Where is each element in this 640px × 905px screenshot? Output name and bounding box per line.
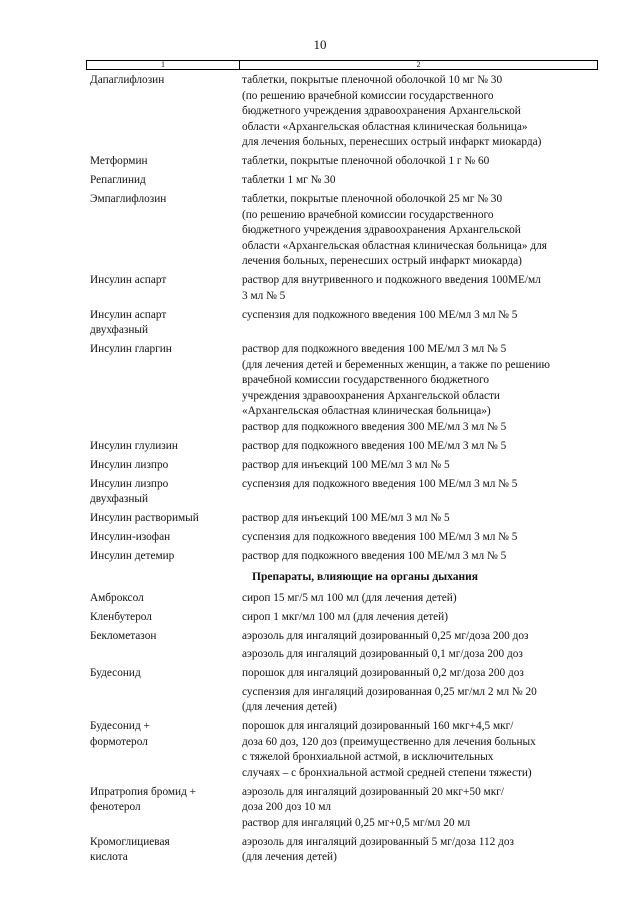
dosage-form-text: раствор для подкожного введения 100 МЕ/мл 3 мл № 5 (для лечения детей и беременных женщин, а также по решению врачебной комиссии государственного бюджетного учреждения здравоохранения Архангельской области «Архангельская областная клиническая больница») раствор для подкожного введения 300 МЕ/мл 3 мл № 5 [242,343,550,433]
drug-form-description [242,719,600,781]
drug-form-description [242,666,600,716]
dosage-form-text: аэрозоль для ингаляций дозированный 0,1 мг/доза 200 доз [242,648,523,660]
table-row [90,173,600,189]
table-row [90,477,600,508]
section-title: Препараты, влияющие на органы дыхания [252,570,478,583]
drug-name: Будесонид [90,667,141,679]
dosage-form-text: порошок для ингаляций дозированный 160 мкг+4,5 мкг/ доза 60 доз, 120 доз (преимущественно для лечения больных с тяжелой бронхиальной астмой, в исключительных случаях – с бронхиальной астмой средней степени тяжести) [242,720,536,779]
table-header [86,60,598,70]
drug-name: Инсулин-изофан [90,531,171,543]
drug-form-description [242,273,600,304]
drug-form-description [242,835,600,866]
page-number: 10 [313,37,327,52]
table-row [90,591,600,607]
table-row [90,308,600,339]
dosage-form-text: аэрозоль для ингаляций дозированный 20 мкг+50 мкг/ доза 200 доз 10 мл раствор для ингаляций 0,25 мг+0,5 мг/мл 20 мл [242,785,504,829]
dosage-form-text: раствор для подкожного введения 100 МЕ/мл 3 мл № 5 [242,550,507,562]
drug-name: Дапаглифлозин [90,74,165,86]
table-row [90,666,600,716]
table-row [90,342,600,435]
dosage-form-text: сироп 15 мг/5 мл 100 мл (для лечения детей) [242,591,457,604]
drug-form-description [242,785,600,832]
table-row [90,719,600,781]
table-row [90,154,600,170]
table-row [90,439,600,455]
dosage-form-text: порошок для ингаляций дозированный 0,2 мг/доза 200 доз [242,667,524,679]
drug-form-description [242,610,600,626]
drug-form-description [242,439,600,455]
dosage-form-text: раствор для подкожного введения 100 МЕ/мл 3 мл № 5 [242,439,507,452]
table-row [90,192,600,270]
drug-form-description [242,342,600,435]
dosage-form-text: таблетки, покрытые пленочной оболочкой 25 мг № 30 (по решению врачебной комиссии государственного бюджетного учреждения здравоохранения Архангельской области «Архангельская областная клиническая больница» для лечения больных, перенесших острый инфаркт миокарда) [242,193,547,267]
dosage-form-text: суспензия для подкожного введения 100 МЕ/мл 3 мл № 5 [242,308,518,321]
table-row [90,610,600,626]
dosage-form-text: таблетки, покрытые пленочной оболочкой 10 мг № 30 (по решению врачебной комиссии государственного бюджетного учреждения здравоохранения Архангельской области «Архангельская областная клиническая больница» для лечения больных, перенесших острый инфаркт миокарда) [242,74,542,148]
drug-name: Кромоглициевая кислота [90,835,170,863]
dosage-form-text: таблетки 1 мг № 30 [242,174,336,186]
table-row [90,273,600,304]
drug-name: Инсулин лизпро [90,458,169,471]
drug-form-description [242,73,600,151]
drug-name: Будесонид + формотерол [90,720,150,748]
drug-name: Инсулин растворимый [90,512,199,524]
dosage-form-text: аэрозоль для ингаляций дозированный 5 мг/доза 112 доз (для лечения детей) [242,835,514,863]
dosage-form-text: аэрозоль для ингаляций дозированный 0,25 мг/доза 200 доз [242,629,529,642]
drug-form-description [242,458,600,474]
column-2-header: 2 [416,60,421,69]
drug-form-description [242,173,600,189]
dosage-form-text: сироп 1 мкг/мл 100 мл (для лечения детей) [242,610,448,623]
dosage-form-text: раствор для инъекций 100 МЕ/мл 3 мл № 5 [242,512,450,524]
drug-name: Инсулин глулизин [90,439,178,452]
column-1-header: 1 [87,61,240,69]
drug-name: Инсулин аспарт [90,274,167,286]
drug-form-description [242,629,600,663]
drug-name: Беклометазон [90,629,157,642]
drug-form-description [242,549,600,565]
dosage-form-text: раствор для инъекций 100 МЕ/мл 3 мл № 5 [242,458,450,471]
drug-name: Метформин [90,155,148,167]
drug-name: Амброксол [90,591,144,604]
drug-form-description [242,511,600,527]
drug-name: Ипратропия бромид + фенотерол [90,785,197,813]
dosage-form-text: раствор для внутривенного и подкожного введения 100МЕ/мл 3 мл № 5 [242,274,541,302]
table-row [90,458,600,474]
drug-name: Инсулин детемир [90,550,175,562]
drug-group-respiratory [90,591,600,866]
drug-name: Эмпаглифлозин [90,193,167,205]
drug-form-description [242,154,600,170]
drug-name: Инсулин лизпро двухфазный [90,477,169,505]
table-row [90,835,600,866]
dosage-form-text: таблетки, покрытые пленочной оболочкой 1 г № 60 [242,155,490,167]
drug-form-description [242,591,600,607]
table-row [90,629,600,663]
table-row [90,511,600,527]
table-row [90,549,600,565]
drug-form-description [242,192,600,270]
drug-form-description [242,308,600,339]
dosage-form-text: суспензия для ингаляций дозированная 0,25 мг/мл 2 мл № 20 (для лечения детей) [242,685,537,713]
table-row [90,73,600,151]
drug-group-antidiabetic [90,73,600,565]
dosage-form-text: суспензия для подкожного введения 100 МЕ/мл 3 мл № 5 [242,531,518,543]
table-body [90,73,600,869]
drug-name: Кленбутерол [90,610,152,623]
drug-form-description [242,530,600,546]
table-row [90,530,600,546]
drug-name: Инсулин аспарт двухфазный [90,308,167,336]
drug-form-description [242,477,600,508]
table-row [90,785,600,832]
drug-name: Инсулин гларгин [90,343,172,355]
drug-name: Репаглинид [90,174,146,186]
dosage-form-text: суспензия для подкожного введения 100 МЕ/мл 3 мл № 5 [242,477,518,490]
